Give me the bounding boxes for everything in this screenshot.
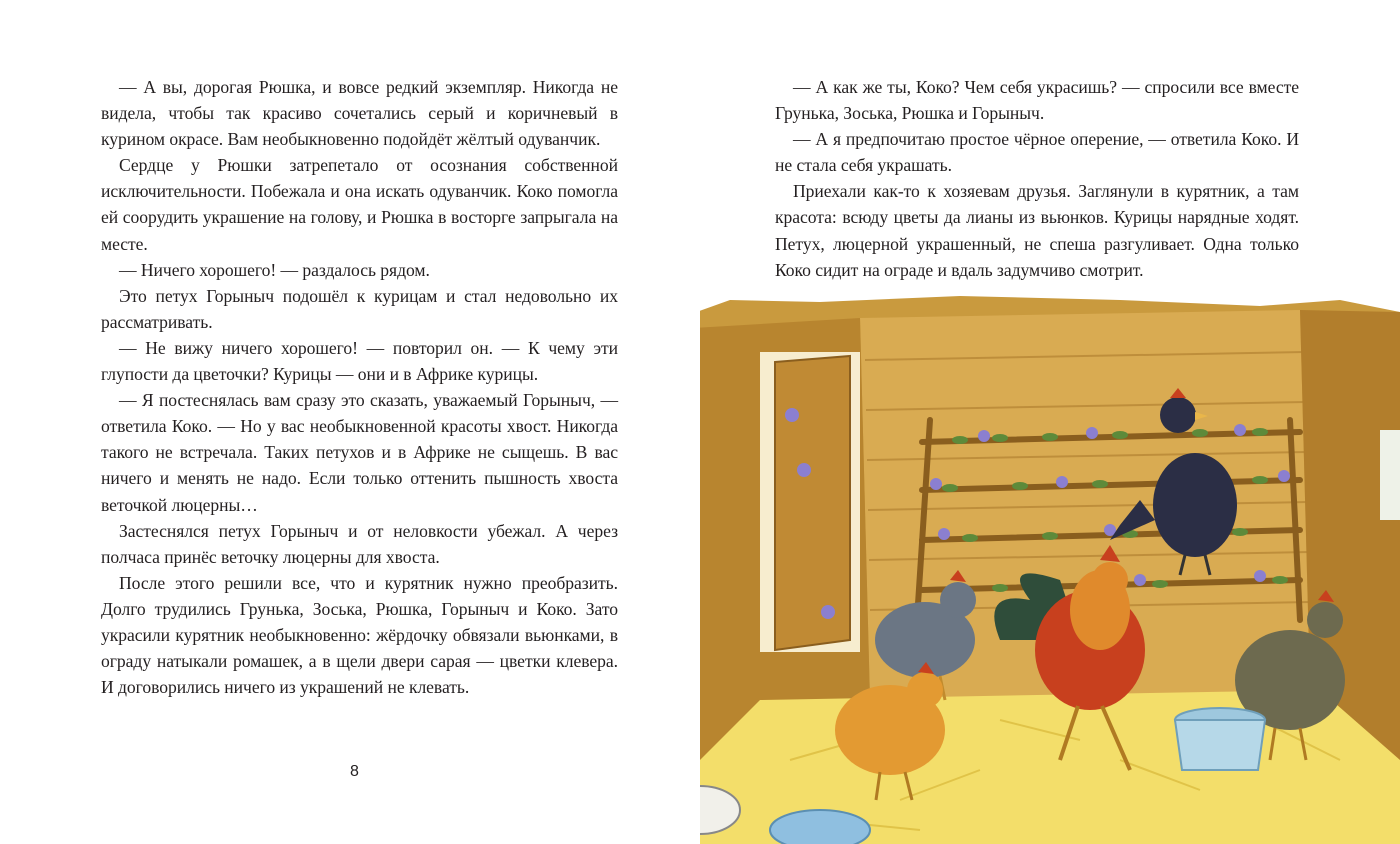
paragraph: — А как же ты, Коко? Чем себя украсишь? — спросили все вместе Грунька, Зоська, Рюшка и Горыныч. bbox=[775, 77, 1299, 124]
paragraph: После этого решили все, что и курятник нужно преобразить. Долго трудились Грунька, Зоська, Рюшка, Горыныч и Коко. Зато украсили курятник необыкновенно: жёрдочку обвязали вьюнками, в ограду натыкали ромашек, а в щели двери сарая — цветки клевера. И договорились ничего из украшений не клевать. bbox=[101, 572, 618, 698]
paragraph: Это петух Горыныч подошёл к курицам и стал недовольно их рассматривать. bbox=[101, 285, 618, 332]
paragraph: — Я постеснялась вам сразу это сказать, уважаемый Горыныч, — ответила Коко. — Но у вас необыкновенной красоты хвост. Никогда такого не встречала. Таких петухов и в Африке не сыщешь. В вас ничего и менять не надо. Если только оттенить пышность хвоста веточкой люцерны… bbox=[101, 390, 618, 515]
paragraph: Сердце у Рюшки затрепетало от осознания собственной исключительности. Побежала и она искать одуванчик. Коко помогла ей соорудить украшение на голову, и Рюшка в восторге запрыгала на месте. bbox=[101, 155, 618, 254]
window bbox=[1380, 430, 1400, 520]
water-trough bbox=[1175, 708, 1265, 770]
chicken-coop-illustration bbox=[700, 0, 1400, 844]
door-panel bbox=[775, 356, 850, 650]
left-page-text bbox=[101, 74, 618, 700]
right-page bbox=[700, 0, 1400, 844]
page-number: 8 bbox=[350, 763, 359, 780]
paragraph: — Не вижу ничего хорошего! — повторил он. — К чему эти глупости да цветочки? Курицы — они и в Африке курицы. bbox=[101, 337, 618, 385]
paragraph: — Ничего хорошего! — раздалось рядом. bbox=[119, 259, 430, 280]
paragraph: Приехали как-то к хозяевам друзья. Заглянули в курятник, а там красота: всюду цветы да лианы из вьюнков. Курицы нарядные ходят. Петух, люцерной украшенный, не спеша разгуливает. Одна только Коко сидит на ограде и вдаль задумчиво смотрит. bbox=[775, 181, 1299, 280]
blue-bucket bbox=[770, 810, 870, 844]
paragraph: — А я предпочитаю простое чёрное оперение, — ответила Коко. И не стала себя украшать. bbox=[775, 129, 1299, 176]
paragraph: — А вы, дорогая Рюшка, и вовсе редкий экземпляр. Никогда не видела, чтобы так красиво сочетались серый и коричневый в курином окрасе. Вам необыкновенно подойдёт жёлтый одуванчик. bbox=[101, 77, 618, 150]
paragraph: Застеснялся петух Горыныч и от неловкости убежал. А через полчаса принёс веточку люцерны для хвоста. bbox=[101, 520, 618, 567]
